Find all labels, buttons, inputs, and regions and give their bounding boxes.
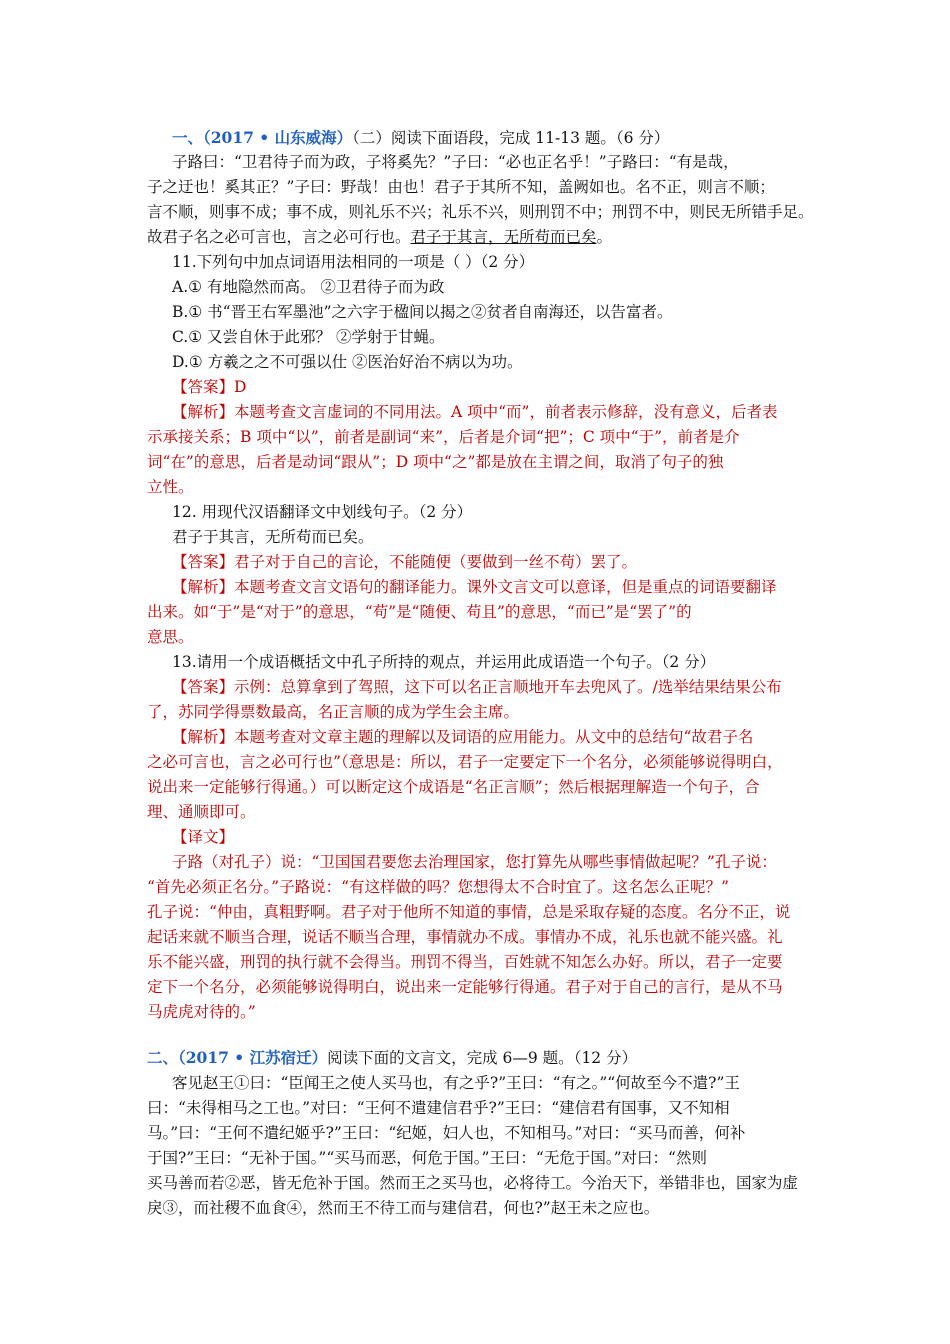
- passage-line: 子路曰：“卫君待子而为政，子将奚先？”子曰：“必也正名乎！”子路曰：“有是哉，: [172, 153, 739, 171]
- section-1-heading: [172, 126, 810, 150]
- section-2-instruction: 阅读下面的文言文，完成 6—9 题。（12 分）: [327, 1049, 638, 1067]
- section-2-number: 二、: [147, 1048, 179, 1067]
- section-1-instruction: （二）阅读下面语段，完成 11-13 题。（6 分）: [352, 129, 670, 147]
- option-d: D.① 方羲之之不可强以仕 ②医治好治不病以为功。: [172, 353, 523, 371]
- question-12-sentence: 君子于其言，无所苟而已矣。: [172, 528, 374, 546]
- passage-2-line: 戾③，而社稷不血食④，然而王不待工而与建信君，何也?”赵王未之应也。: [147, 1199, 660, 1217]
- section-1-source: （2017 • 山东威海）: [203, 128, 353, 147]
- question-13: 13.请用一个成语概括文中孔子所持的观点，并运用此成语造一个句子。（2 分）: [172, 653, 716, 671]
- answer-13-line: 了，苏同学得票数最高，名正言顺的成为学生会主席。: [147, 703, 520, 721]
- passage-2-line: 客见赵王①曰：“臣闻王之使人买马也，有之乎?”王曰：“有之。”“何故至今不遣?”王: [172, 1074, 740, 1092]
- question-11: 11.下列句中加点词语用法相同的一项是（ ）（2 分）: [172, 253, 535, 271]
- passage-2-line: 马。”曰：“王何不遣纪姬乎?”王曰：“纪姬，妇人也，不知相马。”对曰：“买马而善，何补: [147, 1124, 746, 1142]
- passage-2-line: 曰：“未得相马之工也。”对曰：“王何不遣建信君乎?”王曰：“建信君有国事，又不知相: [147, 1099, 730, 1117]
- analysis-13-line: 说出来一定能够行得通。）可以断定这个成语是“名正言顺”；然后根据理解造一个句子，合: [147, 778, 760, 796]
- section-2-heading: [147, 1046, 810, 1070]
- analysis-12-line: 意思。: [147, 628, 194, 646]
- analysis-13-line: 【解析】本题考查对文章主题的理解以及词语的应用能力。从文中的总结句“故君子名: [172, 728, 754, 746]
- answer-13-line: 【答案】示例：总算拿到了驾照，这下可以名正言顺地开车去兜风了。/选举结果结果公布: [172, 678, 782, 696]
- translation-line: 子路（对孔子）说：“卫国国君要您去治理国家，您打算先从哪些事情做起呢？”孔子说：: [172, 853, 777, 871]
- underlined-sentence: 君子于其言，无所苟而已矣: [410, 228, 597, 246]
- passage-text: 故君子名之必可言也，言之必可行也。: [147, 228, 411, 246]
- analysis-11-line: 词“在”的意思，后者是动词“跟从”；D 项中“之”都是放在主谓之间，取消了句子的独: [147, 453, 724, 471]
- analysis-11-line: 【解析】本题考查文言虚词的不同用法。A 项中“而”，前者表示修辞，没有意义，后者表: [172, 403, 778, 421]
- option-a: A.① 有地隐然而高。 ②卫君待子而为政: [172, 278, 445, 296]
- question-12: 12. 用现代汉语翻译文中划线句子。（2 分）: [172, 503, 473, 521]
- translation-line: 孔子说：“仲由，真粗野啊。君子对于他所不知道的事情，总是采取存疑的态度。名分不正，说: [147, 903, 791, 921]
- passage-2-line: 买马善而若②恶，皆无危补于国。然而王之买马也，必将待工。今治天下，举错非也，国家为虚: [147, 1174, 799, 1192]
- analysis-13-line: 理、通顺即可。: [147, 803, 256, 821]
- passage-text: 。: [596, 228, 613, 246]
- analysis-11-line: 示承接关系；B 项中“以”，前者是副词“来”，后者是介词“把”；C 项中“于”，前者是介: [147, 428, 740, 446]
- analysis-11-line: 立性。: [147, 478, 194, 496]
- translation-line: 乐不能兴盛，刑罚的执行就不会得当。刑罚不得当，百姓就不知怎么办好。所以，君子一定要: [147, 953, 783, 971]
- section-1-number: 一、: [172, 128, 204, 147]
- passage-2-line: 于国?”王曰：“无补于国。”“买马而恶，何危于国。”王曰：“无危于国。”对曰：“然则: [147, 1149, 707, 1167]
- option-c: C.① 又尝自休于此邪？ ②学射于甘蝇。: [172, 328, 445, 346]
- translation-line: 定下一个名分，必须能够说得明白，说出来一定能够行得通。君子对于自己的言行，是从不马: [147, 978, 783, 996]
- translation-line: “首先必须正名分。”子路说：“有这样做的吗？您想得太不合时宜了。这名怎么正呢？”: [147, 878, 729, 896]
- translation-line: 马虎虎对待的。”: [147, 1003, 256, 1021]
- passage-line-last: [147, 225, 810, 249]
- analysis-12-line: 出来。如“于”是“对于”的意思，“苟”是“随便、苟且”的意思，“而已”是“罢了”的: [147, 603, 692, 621]
- analysis-13-line: 之必可言也，言之必可行也”（意思是：所以，君子一定要定下一个名分，必须能够说得明白，: [147, 753, 783, 771]
- analysis-12-line: 【解析】本题考查文言文语句的翻译能力。课外文言文可以意译，但是重点的词语要翻译: [172, 578, 777, 596]
- answer-12: 【答案】君子对于自己的言论，不能随便（要做到一丝不苟）罢了。: [172, 553, 638, 571]
- option-b: B.① 书“晋王右军墨池”之六字于楹间以揭之②贫者自南海还，以告富者。: [172, 303, 673, 321]
- translation-label: 【译文】: [172, 828, 235, 846]
- answer-11: 【答案】D: [172, 378, 247, 396]
- section-2-source: （2017 • 江苏宿迁）: [178, 1048, 328, 1067]
- translation-line: 起话来就不顺当合理，说话不顺当合理，事情就办不成。事情办不成，礼乐也就不能兴盛。礼: [147, 928, 783, 946]
- passage-line: 子之迂也！奚其正？”子曰：野哉！由也！君子于其所不知，盖阙如也。名不正，则言不顺；: [147, 178, 775, 196]
- passage-line: 言不顺，则事不成；事不成，则礼乐不兴；礼乐不兴，则刑罚不中；刑罚不中，则民无所错手足。: [147, 203, 814, 221]
